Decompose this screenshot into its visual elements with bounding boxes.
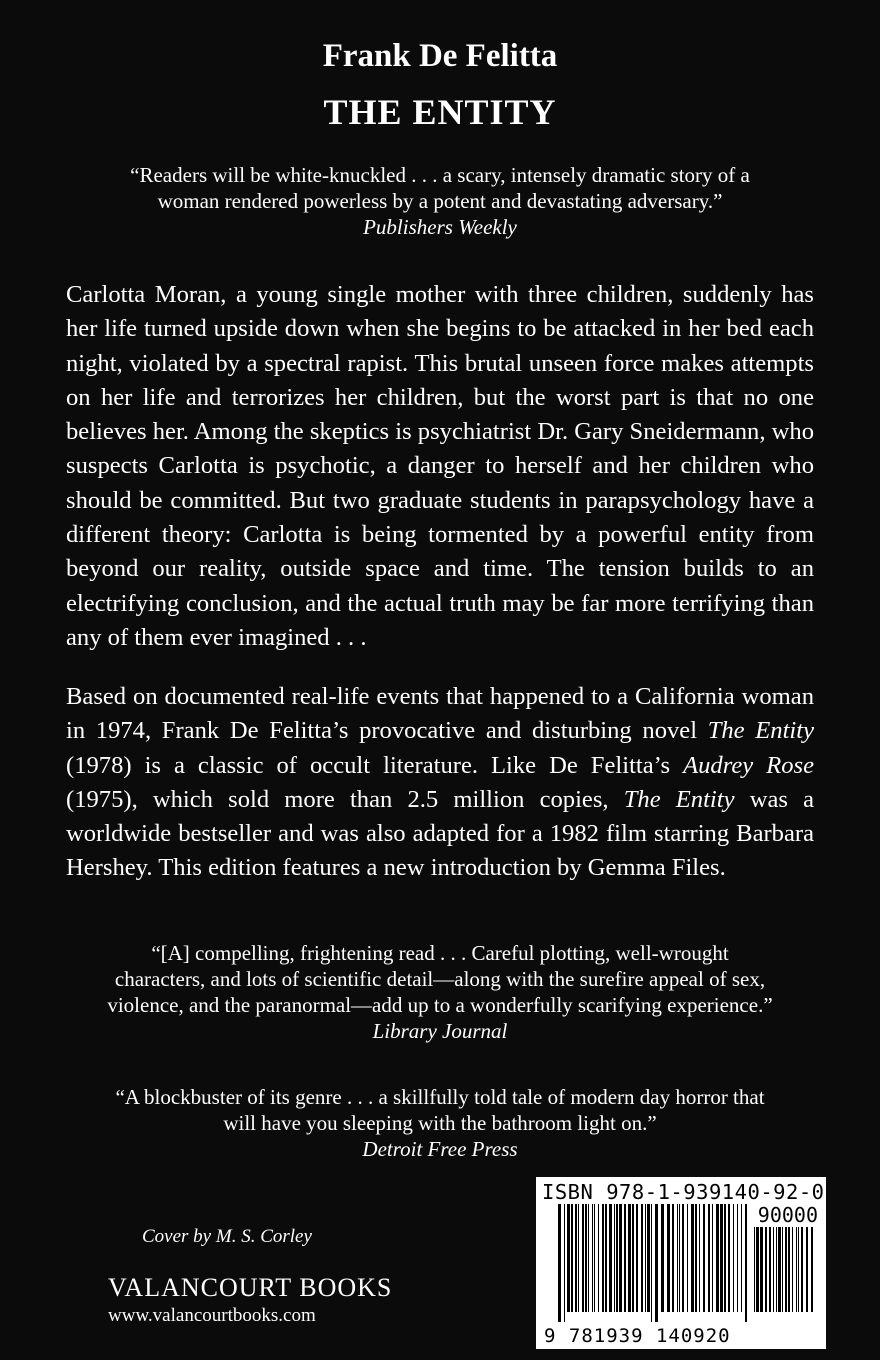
barcode-bar <box>733 1204 734 1312</box>
quote-line: “[A] compelling, frightening read . . . Careful plotting, well-wrought <box>151 941 729 965</box>
book-title-ref: Audrey Rose <box>683 751 815 779</box>
barcode-bar <box>567 1204 570 1312</box>
barcode-bar <box>720 1204 723 1312</box>
barcode-bar <box>641 1204 643 1312</box>
barcode-bar <box>672 1204 674 1312</box>
barcode-bar <box>806 1227 808 1312</box>
barcode-bar <box>661 1204 664 1312</box>
quote-line: “A blockbuster of its genre . . . a skillfully told tale of modern day horror that <box>115 1085 765 1109</box>
price-barcode <box>754 1227 816 1322</box>
text-span: Based on documented real-life events that happened to a California woman in 1974, Frank De Felitta’s provocative and disturbing novel <box>66 683 814 745</box>
ean-digits: 9 781939 140920 <box>544 1325 731 1347</box>
barcode-bar <box>811 1227 813 1312</box>
barcode-bar <box>776 1227 777 1312</box>
barcode-panel <box>536 1177 826 1349</box>
barcode-bar <box>691 1204 694 1312</box>
barcode-bar <box>655 1204 658 1322</box>
barcode-bar <box>695 1204 697 1312</box>
barcode-bar <box>636 1204 638 1312</box>
barcode-bar <box>796 1227 797 1312</box>
barcode-bar <box>632 1204 634 1312</box>
cover-credit: Cover by M. S. Corley <box>142 1226 312 1247</box>
book-title-ref: The Entity <box>623 785 735 813</box>
barcode-bar <box>785 1227 787 1312</box>
barcode-bar <box>624 1204 626 1312</box>
barcode-bar <box>708 1204 710 1312</box>
text-span: was a worldwide bestseller and was also adapted for a 1982 film starring Barbara Hershey. This edition features a new introduction by Gemma Files. <box>66 785 815 882</box>
barcode-bar <box>677 1204 678 1312</box>
barcode-bar <box>616 1204 618 1312</box>
barcode-bar <box>745 1204 747 1322</box>
barcode-bar <box>687 1204 688 1312</box>
review-quote-detroit-free-press <box>60 1084 820 1162</box>
quote-line: will have you sleeping with the bathroom light on.” <box>223 1111 657 1135</box>
barcode-bar <box>609 1204 612 1312</box>
barcode-bar <box>564 1204 565 1322</box>
barcode-bar <box>594 1204 595 1312</box>
barcode-bar <box>741 1204 742 1312</box>
publisher-name: VALANCOURT BOOKS <box>108 1273 393 1302</box>
review-quote-library-journal <box>60 940 820 1044</box>
barcode-bar <box>699 1204 700 1312</box>
barcode-bar <box>703 1204 705 1312</box>
barcode-bar <box>679 1204 680 1312</box>
barcode-bar <box>598 1204 599 1312</box>
barcode-bar <box>760 1227 763 1312</box>
quote-line: “Readers will be white-knuckled . . . a scary, intensely dramatic story of a <box>130 163 750 187</box>
barcode-bar <box>756 1227 759 1312</box>
book-title: THE ENTITY <box>323 92 557 132</box>
barcode-bar <box>605 1204 607 1312</box>
barcode-bar <box>716 1204 719 1312</box>
barcode-bar <box>628 1204 631 1312</box>
barcode-bar <box>647 1204 650 1312</box>
barcode-bar <box>682 1204 684 1312</box>
barcode-bar <box>778 1227 781 1312</box>
barcode-bar <box>645 1204 646 1312</box>
quote-line: woman rendered powerless by a potent and devastating adversary.” <box>157 189 723 213</box>
barcode-bar <box>754 1227 755 1312</box>
barcode-bar <box>619 1204 622 1312</box>
barcode-bar <box>765 1227 767 1312</box>
barcode-bar <box>712 1204 713 1312</box>
review-quote-publishers-weekly <box>60 162 820 240</box>
barcode-bar <box>575 1204 577 1312</box>
background-paragraph <box>66 680 814 886</box>
barcode-bar <box>592 1204 593 1312</box>
barcode-bar <box>578 1204 579 1312</box>
text-span: (1978) is a classic of occult literature. Like De Felitta’s <box>66 751 684 779</box>
barcode-bar <box>737 1204 738 1312</box>
author-name: Frank De Felitta <box>322 38 558 74</box>
barcode-bar <box>728 1204 730 1312</box>
barcode-bar <box>782 1227 783 1312</box>
ean-barcode <box>558 1204 748 1322</box>
barcode-bar <box>588 1204 589 1312</box>
barcode-bar <box>651 1204 652 1322</box>
text-span: (1975), which sold more than 2.5 million copies, <box>66 785 624 813</box>
isbn-text: ISBN 978-1-939140-92-0 <box>542 1180 825 1204</box>
barcode-bar <box>602 1204 604 1312</box>
barcode-bar <box>769 1227 771 1312</box>
barcode-bar <box>788 1227 790 1312</box>
synopsis-paragraph: Carlotta Moran, a young single mother with three children, suddenly has her life turned upside down when she begins to be attacked in her bed each night, violated by a spectral rapist. This brutal unseen force makes attempts on her life and terrorizes her children, but the worst part is that no one believes her. Among the skeptics is psychiatrist Dr. Gary Sneidermann, who suspects Carlotta is psychotic, a danger to herself and her children who should be committed. But two graduate students in parapsychology have a different theory: Carlotta is being tormented by a powerful entity from beyond our reality, outside space and time. The tension builds to an electrifying conclusion, and the actual truth may be far more terrifying than any of them ever imagined . . . <box>66 281 814 651</box>
quote-line: violence, and the paranormal—add up to a wonderfully scarifying experience.” <box>107 993 773 1017</box>
barcode-bar <box>614 1204 615 1312</box>
barcode-bar <box>798 1227 799 1312</box>
book-title-ref: The Entity <box>707 717 814 745</box>
quote-source: Detroit Free Press <box>362 1137 518 1161</box>
price-code-text: 90000 <box>757 1203 818 1227</box>
barcode-bar <box>585 1204 587 1312</box>
barcode-bar <box>724 1204 726 1312</box>
barcode-bar <box>571 1204 573 1312</box>
quote-source: Publishers Weekly <box>363 215 517 239</box>
barcode-bar <box>558 1204 561 1322</box>
publisher-website: www.valancourtbooks.com <box>108 1305 316 1326</box>
quote-source: Library Journal <box>372 1019 508 1043</box>
quote-line: characters, and lots of scientific detail—along with the surefire appeal of sex, <box>114 967 766 991</box>
barcode-bar <box>792 1227 793 1312</box>
barcode-bar <box>773 1227 774 1312</box>
barcode-bar <box>801 1227 803 1312</box>
barcode-bar <box>667 1204 670 1312</box>
barcode-bar <box>582 1204 584 1312</box>
